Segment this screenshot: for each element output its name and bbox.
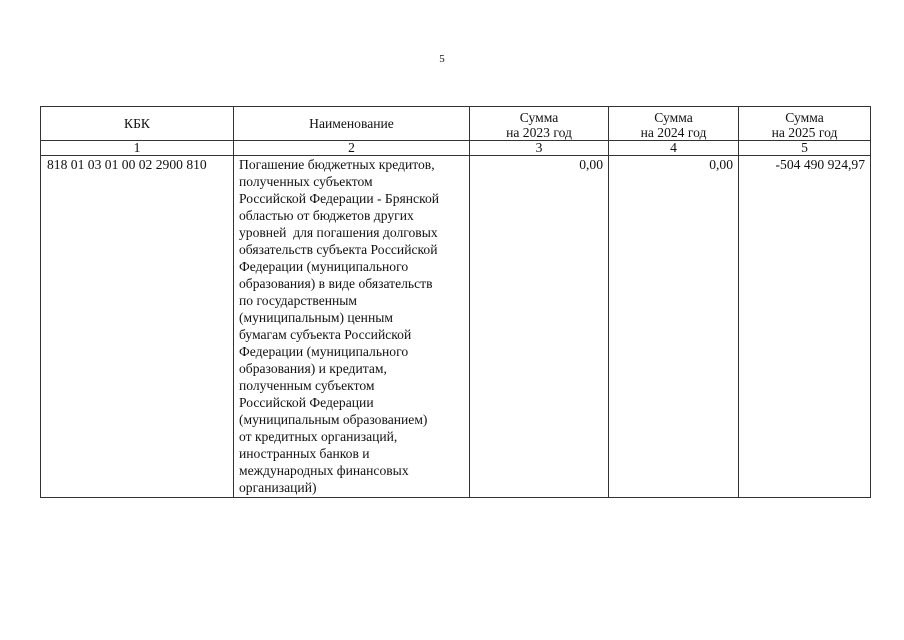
table-row bbox=[41, 156, 871, 498]
amount-2023-cell: 0,00 bbox=[470, 156, 609, 498]
name-line: образования) и кредитам, bbox=[239, 361, 387, 376]
name-cell bbox=[234, 156, 470, 498]
name-line: бумагам субъекта Российской bbox=[239, 327, 412, 342]
header-amount-2024-line2: на 2024 год bbox=[640, 125, 707, 140]
name-line: полученных субъектом bbox=[239, 174, 373, 189]
name-line: Федерации (муниципального bbox=[239, 344, 409, 359]
column-number: 5 bbox=[739, 141, 871, 156]
amount-2025-cell: -504 490 924,97 bbox=[739, 156, 871, 498]
table-header-row bbox=[41, 107, 871, 141]
column-number: 1 bbox=[41, 141, 234, 156]
column-number: 2 bbox=[234, 141, 470, 156]
amount-2024-cell: 0,00 bbox=[609, 156, 739, 498]
name-line: (муниципальным образованием) bbox=[239, 412, 428, 427]
name-line: международных финансовых bbox=[239, 463, 409, 478]
header-amount-2023-line1: Сумма bbox=[519, 110, 559, 125]
name-line: уровней для погашения долговых bbox=[239, 225, 438, 240]
column-number-row bbox=[41, 141, 871, 156]
name-line: от кредитных организаций, bbox=[239, 429, 398, 444]
name-line: Погашение бюджетных кредитов, bbox=[239, 157, 435, 172]
header-kbk: КБК bbox=[41, 107, 234, 141]
column-number: 3 bbox=[470, 141, 609, 156]
kbk-cell: 818 01 03 01 00 02 2900 810 bbox=[41, 156, 234, 498]
name-line: обязательств субъекта Российской bbox=[239, 242, 438, 257]
name-line: по государственным bbox=[239, 293, 358, 308]
header-amount-2024 bbox=[609, 107, 739, 141]
header-amount-2025-line2: на 2025 год bbox=[771, 125, 838, 140]
name-line: областью от бюджетов других bbox=[239, 208, 414, 223]
name-line: (муниципальным) ценным bbox=[239, 310, 393, 325]
name-line: Российской Федерации bbox=[239, 395, 374, 410]
header-amount-2025 bbox=[739, 107, 871, 141]
header-name: Наименование bbox=[234, 107, 470, 141]
name-line: полученным субъектом bbox=[239, 378, 375, 393]
header-amount-2025-line1: Сумма bbox=[785, 110, 824, 125]
page-number: 5 bbox=[439, 53, 445, 65]
name-line: образования) в виде обязательств bbox=[239, 276, 433, 291]
name-line: Российской Федерации - Брянской bbox=[239, 191, 440, 206]
name-line: Федерации (муниципального bbox=[239, 259, 409, 274]
name-line: организаций) bbox=[239, 480, 317, 495]
budget-table bbox=[40, 106, 871, 498]
name-line: иностранных банков и bbox=[239, 446, 370, 461]
column-number: 4 bbox=[609, 141, 739, 156]
header-amount-2024-line1: Сумма bbox=[654, 110, 693, 125]
header-amount-2023 bbox=[470, 107, 609, 141]
header-amount-2023-line2: на 2023 год bbox=[506, 125, 572, 140]
